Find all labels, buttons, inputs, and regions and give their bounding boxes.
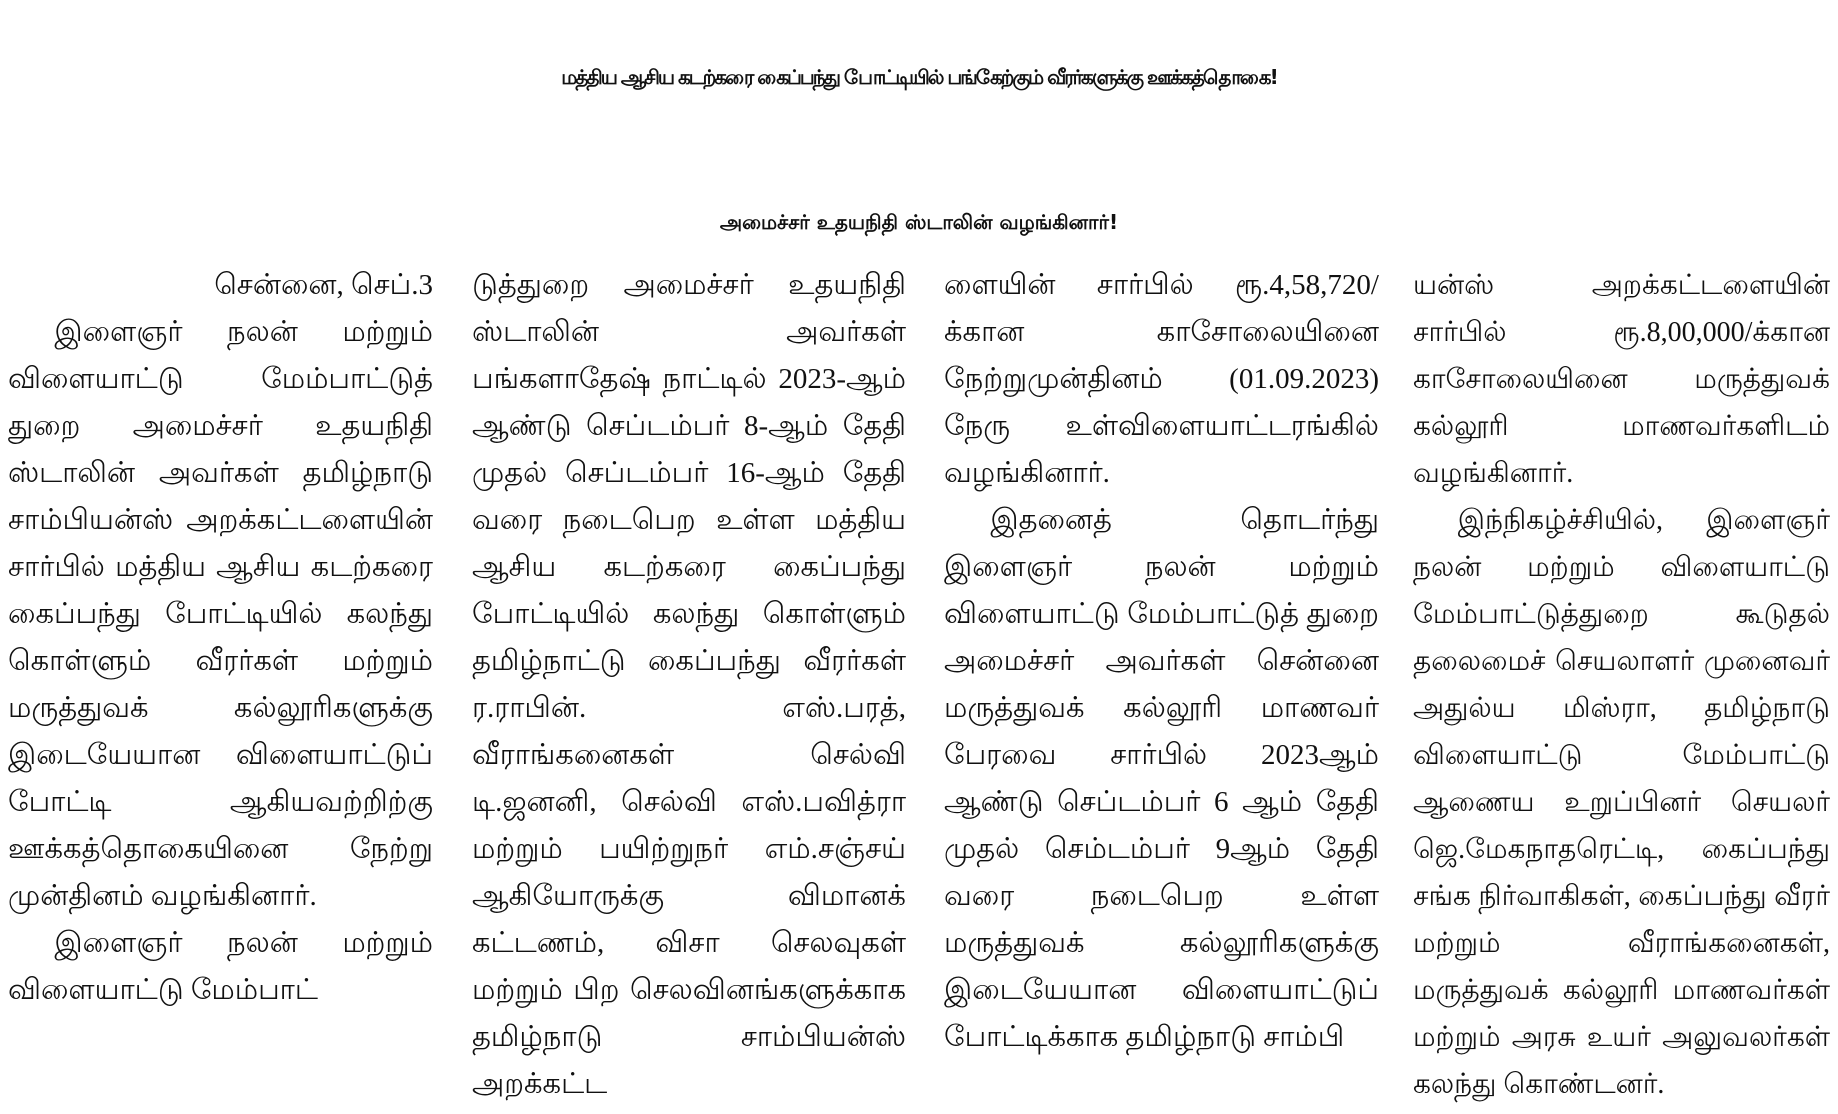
article-column-4 (1413, 262, 1830, 1110)
dateline: சென்னை, செப்.3 (214, 269, 433, 301)
article-column-1 (8, 262, 433, 1110)
paragraph: ளையின் சார்பில் ரூ.4,58,720/க்கான காசோலையினை நேற்றுமுன்தினம் (01.09.2023) நேரு உள்விளையாட்டரங்கில் வழங்கினார். (944, 269, 1379, 489)
paragraph: இளைஞர் நலன் மற்றும் விளையாட்டு மேம்பாட்டுத் துறை அமைச்சர் உதயநிதி ஸ்டாலின் அவர்கள் தமிழ்நாடு சாம்பியன்ஸ் அறக்கட்டளையின் சார்பில் மத்திய ஆசிய கடற்கரை கைப்பந்து போட்டியில் கலந்து கொள்ளும் வீரர்கள் மற்றும் மருத்துவக் கல்லூரிகளுக்கு இடையேயான விளையாட்டுப் போட்டி ஆகியவற்றிற்கு ஊக்கத்தொகையினை நேற்று முன்தினம் வழங்கினார். (8, 316, 433, 912)
headline: மத்திய ஆசிய கடற்கரை கைப்பந்து போட்டியில் பங்கேற்கும் வீரர்களுக்கு ஊக்கத்தொகை! (561, 65, 1277, 90)
article-body (8, 262, 1830, 1110)
paragraph: யன்ஸ் அறக்கட்டளையின் சார்பில் ரூ.8,00,000/க்கான காசோலையினை மருத்துவக் கல்லூரி மாணவர்களிடம் வழங்கினார். (1413, 270, 1830, 489)
subheadline: அமைச்சர் உதயநிதி ஸ்டாலின் வழங்கினார்! (719, 209, 1119, 234)
paragraph: இதனைத் தொடர்ந்து இளைஞர் நலன் மற்றும் விளையாட்டு மேம்பாட்டுத் துறை அமைச்சர் அவர்கள் சென்னை மருத்துவக் கல்லூரி மாணவர் பேரவை சார்பில் 2023ஆம் ஆண்டு செப்டம்பர் 6 ஆம் தேதி முதல் செம்டம்பர் 9ஆம் தேதி வரை நடைபெற உள்ள மருத்துவக் கல்லூரிகளுக்கு இடையேயான விளையாட்டுப் போட்டிக்காக தமிழ்நாடு சாம்பி (944, 504, 1379, 1053)
paragraph: டுத்துறை அமைச்சர் உதயநிதி ஸ்டாலின் அவர்கள் பங்களாதேஷ் நாட்டில் 2023-ஆம் ஆண்டு செப்டம்பர் 8-ஆம் தேதி முதல் செப்டம்பர் 16-ஆம் தேதி வரை நடைபெற உள்ள மத்திய ஆசிய கடற்கரை கைப்பந்து போட்டியில் கலந்து கொள்ளும் தமிழ்நாட்டு கைப்பந்து வீரர்கள் ர.ராபின். எஸ்.பரத், வீராங்கனைகள் செல்வி டி.ஜனனி, செல்வி எஸ்.பவித்ரா மற்றும் பயிற்றுநர் எம்.சஞ்சய் ஆகியோருக்கு விமானக் கட்டணம், விசா செலவுகள் மற்றும் பிற செலவினங்களுக்காக தமிழ்நாடு சாம்பியன்ஸ் அறக்கட்ட (472, 269, 906, 1100)
article-column-2 (472, 262, 906, 1110)
paragraph: இளைஞர் நலன் மற்றும் விளையாட்டு மேம்பாட் (8, 927, 433, 1006)
paragraph: இந்நிகழ்ச்சியில், இளைஞர் நலன் மற்றும் விளையாட்டு மேம்பாட்டுத்துறை கூடுதல் தலைமைச் செயலாளர் முனைவர் அதுல்ய மிஸ்ரா, தமிழ்நாடு விளையாட்டு மேம்பாட்டு ஆணைய உறுப்பினர் செயலர் ஜெ.மேகநாதரெட்டி, கைப்பந்து சங்க நிர்வாகிகள், கைப்பந்து வீரர் மற்றும் வீராங்கனைகள், மருத்துவக் கல்லூரி மாணவர்கள் மற்றும் அரசு உயர் அலுவலர்கள் கலந்து கொண்டனர். (1413, 505, 1830, 1100)
article-column-3 (944, 262, 1379, 1110)
